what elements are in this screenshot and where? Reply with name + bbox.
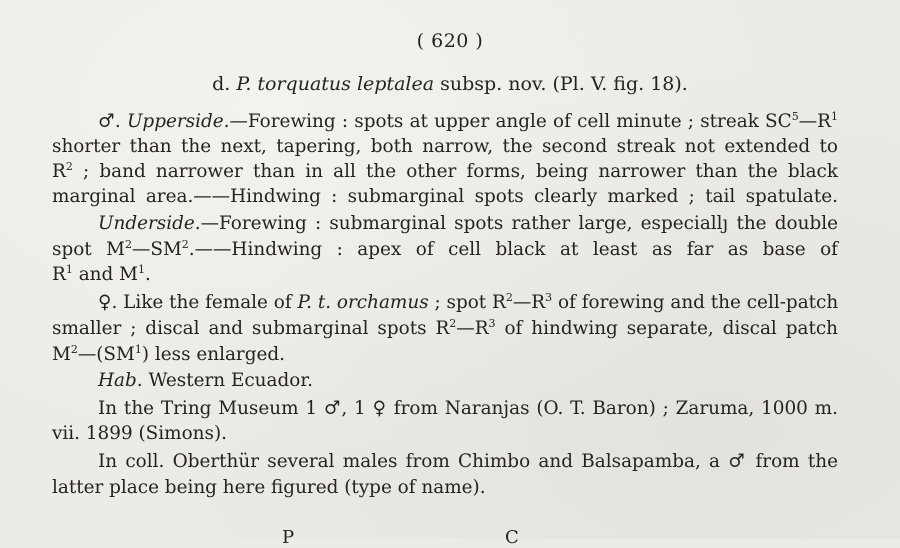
upperside-label: Upperside. <box>126 111 230 132</box>
text-run: —(SM <box>77 344 135 365</box>
text-run: , 1 <box>341 398 373 419</box>
habitat-label: Hab. <box>98 370 143 391</box>
superscript: 2 <box>181 238 189 251</box>
superscript: 1 <box>134 343 142 356</box>
text-run: smaller ; discal and submarginal spots R <box>52 318 450 339</box>
text-run: of hindwing separate, discal patch <box>495 318 838 339</box>
text-run: R <box>52 264 66 285</box>
text-run: —SM <box>131 239 182 260</box>
text-run: —Forewing : submarginal spots rather large, especiallȷ the double <box>200 213 838 234</box>
text-run: —R <box>798 111 831 132</box>
male-underside-line-2 <box>0 238 900 262</box>
superscript: 2 <box>65 160 73 173</box>
subspecies-heading <box>0 73 900 95</box>
superscript: 1 <box>830 110 838 123</box>
text-run: . <box>144 264 151 285</box>
female-symbol: ♀. <box>98 292 124 313</box>
oberthur-line-2: latter place being here figured (type of name). <box>52 477 486 498</box>
male-upperside-line-4: marginal area.——Hindwing : submarginal spots clearly marked ; tail spatulate. <box>52 186 838 207</box>
male-upperside-line-1 <box>0 110 900 134</box>
taxon-name: P. t. orchamus <box>297 292 429 313</box>
tring-line-2: vii. 1899 (Simons). <box>52 423 227 444</box>
habitat-line <box>0 369 900 393</box>
underside-label: Underside. <box>98 213 201 234</box>
superscript: 3 <box>488 317 496 330</box>
superscript: 5 <box>791 110 799 123</box>
oberthur-line-1 <box>0 450 900 474</box>
male-symbol: ♂ <box>728 451 748 472</box>
heading-suffix: subsp. nov. (Pl. V. fig. 18). <box>434 73 688 95</box>
superscript: 2 <box>449 317 457 330</box>
female-line-1 <box>0 291 900 315</box>
taxon-name: P. torquatus leptalea <box>236 73 435 95</box>
male-upperside-line-3 <box>0 160 900 184</box>
text-run: ) less enlarged. <box>141 344 285 365</box>
female-line-2 <box>0 317 900 341</box>
text-run: —R <box>456 318 489 339</box>
text-run: ; spot R <box>428 292 506 313</box>
text-run: .——Hindwing : apex of cell black at least as far as base of <box>188 239 838 260</box>
male-underside-line-3 <box>0 263 900 287</box>
text-run: M <box>52 344 71 365</box>
superscript: 2 <box>505 291 513 304</box>
male-symbol: ♂ <box>323 398 342 419</box>
text-run: In coll. Oberthür several males from Chimbo and Balsapamba, a <box>98 451 729 472</box>
text-run: In the Tring Museum 1 <box>98 398 324 419</box>
female-symbol: ♀ <box>372 398 387 419</box>
text-run: R <box>52 161 66 182</box>
superscript: 3 <box>545 291 553 304</box>
superscript: 1 <box>65 263 73 276</box>
male-symbol: ♂. <box>98 111 127 132</box>
habitat-text: Western Ecuador. <box>142 370 313 391</box>
text-run: from Naranjas (O. T. Baron) ; Zaruma, 1000 m. <box>386 398 838 419</box>
page-number: ( 620 ) <box>416 30 484 52</box>
female-line-3 <box>0 343 900 367</box>
fragment-right: C <box>505 527 519 548</box>
fragment-left: P <box>282 527 295 548</box>
superscript: 2 <box>124 238 132 251</box>
tring-line-1 <box>0 397 900 421</box>
text-run: of forewing and the cell-patch <box>552 292 839 313</box>
text-run: and M <box>72 264 138 285</box>
male-underside-line-1 <box>0 212 900 236</box>
text-run: Like the female of <box>123 292 298 313</box>
text-run: —Forewing : spots at upper angle of cell minute ; streak SC <box>229 111 792 132</box>
text-run: ; band narrower than in all the other forms, being narrower than the black <box>72 161 838 182</box>
superscript: 2 <box>70 343 78 356</box>
heading-prefix: d. <box>212 73 237 95</box>
superscript: 1 <box>137 263 145 276</box>
text-run: from the <box>747 451 838 472</box>
male-upperside-line-2: shorter than the next, tapering, both narrow, the second streak not extended to <box>52 136 838 157</box>
text-run: —R <box>512 292 546 313</box>
text-run: spot M <box>52 239 125 260</box>
